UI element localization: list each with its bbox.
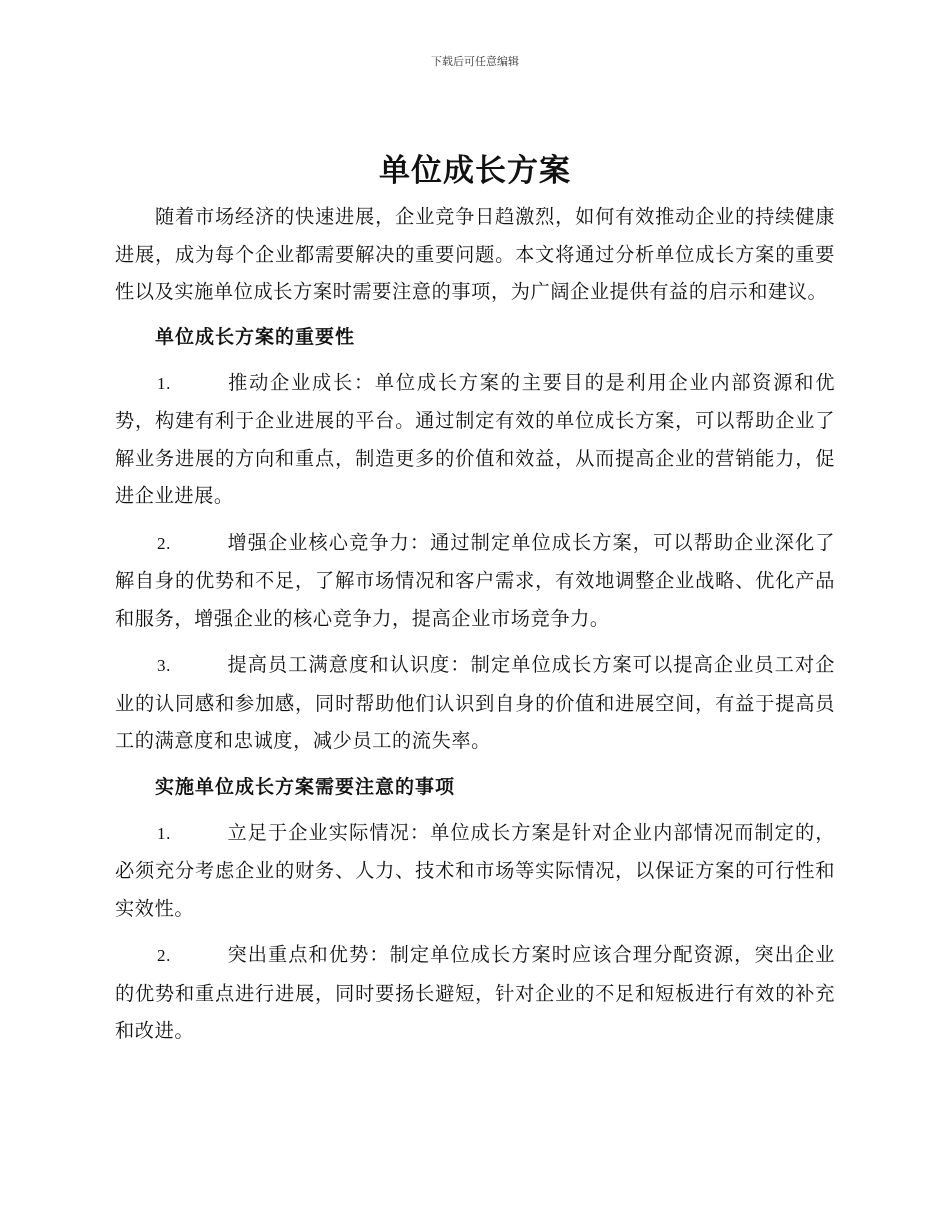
section-heading-considerations: 实施单位成长方案需要注意的事项	[155, 775, 456, 798]
list-item	[115, 524, 835, 638]
section-heading-importance: 单位成长方案的重要性	[155, 325, 356, 348]
list-item	[115, 646, 835, 760]
list-item-number: 2.	[157, 946, 171, 965]
list-item	[115, 936, 835, 1050]
list-item-number: 3.	[157, 656, 171, 675]
list-item-number: 2.	[157, 533, 171, 553]
page-header-note: 下载后可任意编辑	[431, 55, 519, 68]
intro-paragraph: 随着市场经济的快速进展，企业竞争日趋激烈，如何有效推动企业的持续健康进展，成为每个企业都需要解决的重要问题。本文将通过分析单位成长方案的重要性以及实施单位成长方案时需要注意的事项，为广阔企业提供有益的启示和建议。	[115, 205, 835, 303]
list-item-number: 1.	[157, 823, 171, 843]
list-item-text: 提高员工满意度和认识度：制定单位成长方案可以提高企业员工对企业的认同感和参加感，同时帮助他们认识到自身的价值和进展空间，有益于提高员工的满意度和忠诚度，减少员工的流失率。	[115, 653, 835, 752]
list-item-number: 1.	[157, 373, 171, 393]
document-body	[115, 148, 835, 1059]
document-title: 单位成长方案	[379, 153, 571, 189]
list-item-text: 突出重点和优势：制定单位成长方案时应该合理分配资源，突出企业的优势和重点进行进展，同时要扬长避短，针对企业的不足和短板进行有效的补充和改进。	[115, 943, 835, 1042]
list-item	[115, 814, 835, 928]
list-item-text: 推动企业成长：单位成长方案的主要目的是利用企业内部资源和优势，构建有利于企业进展的平台。通过制定有效的单位成长方案，可以帮助企业了解业务进展的方向和重点，制造更多的价值和效益，从而提高企业的营销能力，促进企业进展。	[115, 370, 835, 507]
list-item-text: 增强企业核心竞争力：通过制定单位成长方案，可以帮助企业深化了解自身的优势和不足，了解市场情况和客户需求，有效地调整企业战略、优化产品和服务，增强企业的核心竞争力，提高企业市场竞争力。	[115, 530, 835, 630]
list-item-text: 立足于企业实际情况：单位成长方案是针对企业内部情况而制定的，必须充分考虑企业的财务、人力、技术和市场等实际情况，以保证方案的可行性和实效性。	[115, 820, 835, 920]
list-item	[115, 364, 835, 515]
